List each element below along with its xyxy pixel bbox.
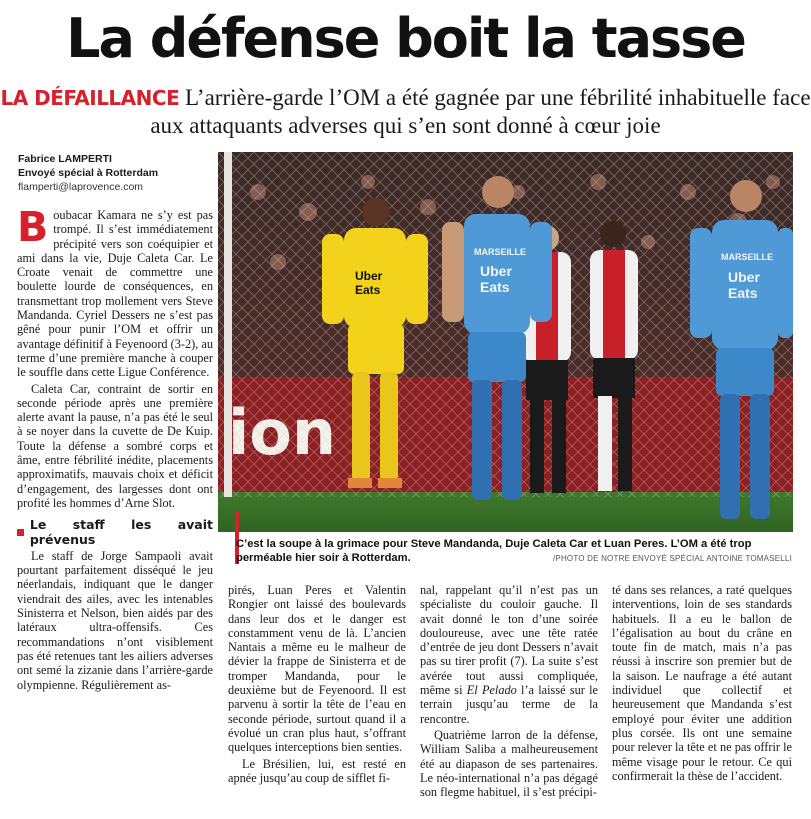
paragraph-text: nal, rappelant qu’il n’est pas un spécialiste du couloir gauche. Il avait donné le ton d’une soirée douloureuse, avec une tête ratée d’entrée de jeu dont Dessers n’avait pas su tirer profit (7). La suite s’est avérée tout aussi compliquée, même si [420, 583, 598, 698]
gk-sponsor-2: Eats [355, 283, 381, 297]
paragraph: Le Brésilien, lui, est resté en apnée jusqu’au coup de sifflet fi- [228, 756, 406, 785]
photo-caption: C’est la soupe à la grimace pour Steve Mandanda, Duje Caleta Car et Luan Peres. L’OM a été trop perméable hier soir à Rotterdam. [236, 538, 752, 564]
paragraph-text: oubacar Kamara ne s’y est pas trompé. Il s’est immédiatement précipité vers son coéquipier et ami dans la vie, Duje Caleta Car. Le Croate venait de commettre une boulette lourde de conséquences, en transmettant trop mollement vers Steve Mandanda. Cyriel Dessers ne s’est pas gêné pour punir l’OM et offrir un avantage définitif à Feyenoord (3-2), au terme d’une première manche à couper le souffle dans cette Ligue Conférence. [17, 208, 213, 380]
byline-author: Fabrice LAMPERTI [18, 153, 112, 165]
deck-kicker: LA DÉFAILLANCE [0, 86, 180, 110]
paragraph: Caleta Car, contraint de sortir en seconde période après une première alerte avant la pause, n’a pas été le seul à se noyer dans la cuvette de De Kuip. Toute la défense a sombré corps et âme, entre fébrilité inédite, placements approximatifs, mauvais choix et déficit d’engagement, des largesses dont ont profité les hommes d’Arne Slot. [17, 381, 213, 510]
subheading-text: Le staff les avait prévenus [29, 517, 213, 547]
byline [18, 152, 208, 194]
photo-illustration [218, 152, 793, 532]
article-column-2 [228, 583, 406, 785]
square-bullet-icon [17, 529, 24, 536]
om-center-sponsor-2: Eats [480, 279, 510, 295]
paragraph: Le staff de Jorge Sampaoli avait pourtant parfaitement disséqué le jeu néerlandais, indiquant que le danger viendrait des ailes, avec les intenables Sinisterra et Nelson, bien aidés par des latéraux ultra-offensifs. Ces recommandations n’ont visiblement pas été retenues tant les ailiers adverses ont semé la zizanie dans l’arrière-garde olympienne. Régulièrement as- [17, 548, 213, 692]
paragraph: té dans ses relances, a raté quelques interventions, loin de ses standards habituels. Il a eu le ballon de l’égalisation au bout du crâne en toute fin de match, mais n’a pas réussi à inscrire son premier but de la saison. Le naufrage a été autant individuel que collectif et heureusement que Mandanda s’est employé pour éviter une addition plus corsée. Ils ont une semaine pour relever la tête et ne pas offrir le même visage pour le retour. Ce qui confirmerait la thèse de l’accident. [612, 583, 792, 783]
gk-sponsor-1: Uber [355, 269, 383, 283]
paragraph: Quatrième larron de la défense, William Saliba a malheureusement été au diapason de ses partenaires. Le néo-international n’a pas dégagé son flegme habituel, il s’est précipi- [420, 727, 598, 800]
deck [0, 84, 811, 139]
om-right-sponsor-1: Uber [728, 269, 760, 285]
article-column-1 [17, 203, 213, 692]
subheading [17, 518, 213, 547]
match-photo [218, 152, 793, 532]
om-right-sponsor-2: Eats [728, 285, 758, 301]
headline: La défense boit la tasse [66, 7, 745, 70]
byline-role: Envoyé spécial à Rotterdam [18, 167, 159, 179]
photo-credit: /PHOTO DE NOTRE ENVOYÉ SPÉCIAL ANTOINE TOMASELLI [553, 554, 792, 563]
paragraph-text: l’a laissé sur le terrain jusqu’au terme de la rencontre. [420, 683, 598, 726]
om-center-sponsor-1: Uber [480, 263, 512, 279]
nickname-italic: El Pelado [466, 683, 517, 698]
paragraph [17, 203, 213, 380]
paragraph: pirés, Luan Peres et Valentin Rongier ont laissé des boulevards dans leur dos et le danger est constamment venu de là. L’ancien Nantais a même eu le malheur de dévier la frappe de Sinisterra et de tromper Mandanda, pour le deuxième but de Feyenoord. Il est parvenu à sortir la tête de l’eau en seconde période, surtout quand il a évolué un cran plus haut, s’offrant quelques interceptions bien senties. [228, 583, 406, 755]
dropcap: B [17, 203, 49, 251]
deck-text: L’arrière-garde l’OM a été gagnée par une fébrilité inhabituelle face aux attaquants adverses qui s’en sont donné à cœur joie [150, 85, 811, 138]
om-right-team: MARSEILLE [721, 252, 774, 262]
paragraph [420, 583, 598, 726]
om-center-team: MARSEILLE [474, 247, 527, 257]
byline-email[interactable]: flamperti@laprovence.com [18, 181, 144, 193]
article-column-4 [612, 583, 792, 783]
article-column-3 [420, 583, 598, 799]
